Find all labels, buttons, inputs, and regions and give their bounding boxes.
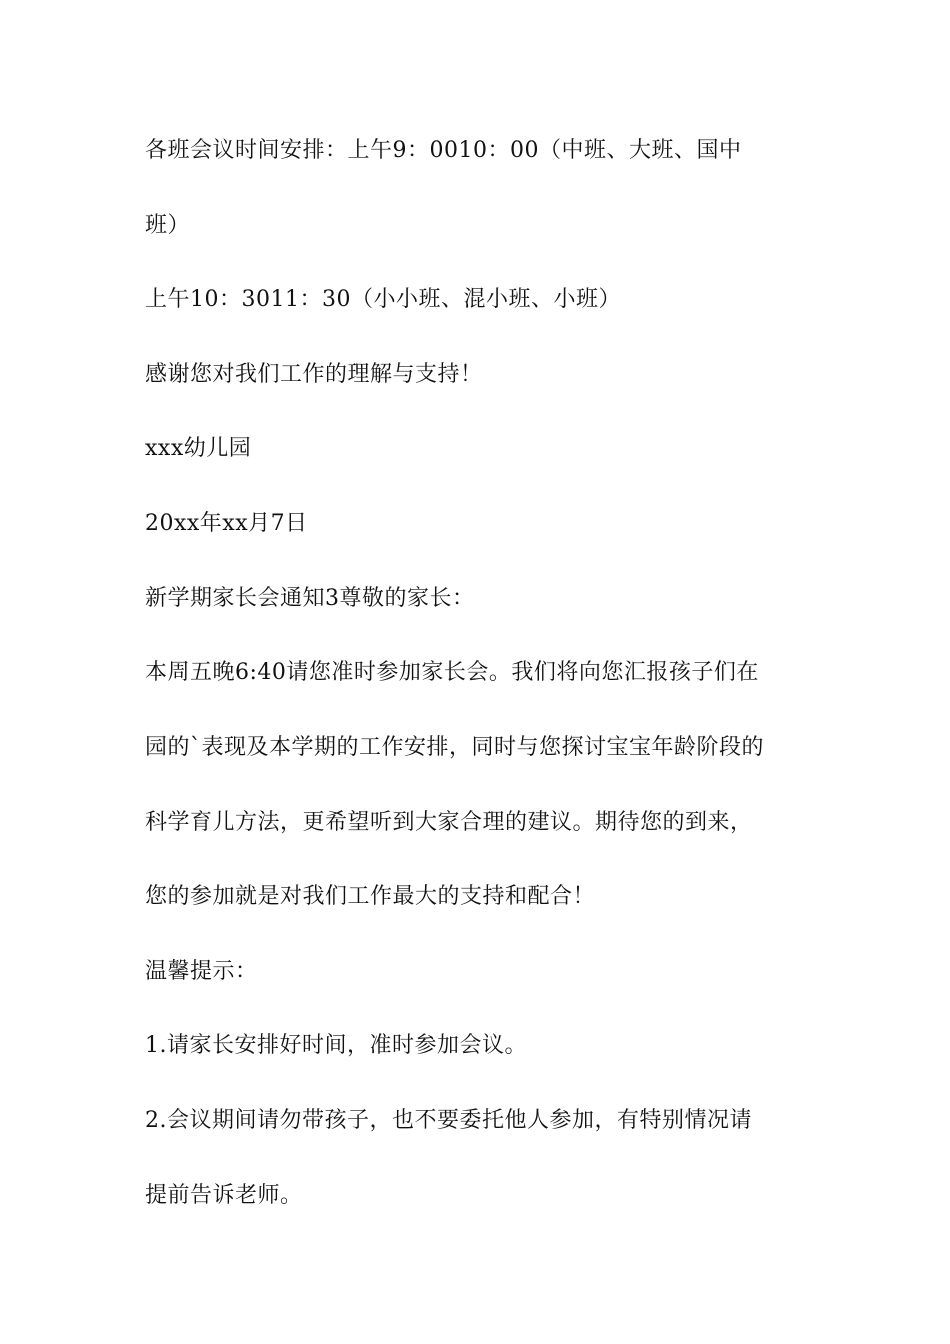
text-line-date: 20xx年xx月7日 bbox=[145, 511, 308, 536]
text-line-kindergarten-name: xxx幼儿园 bbox=[145, 436, 252, 461]
text-line-notice-heading: 新学期家长会通知3尊敬的家长： bbox=[145, 586, 475, 611]
text-line-paragraph-4: 您的参加就是对我们工作最大的支持和配合！ bbox=[145, 884, 596, 909]
text-line-class-schedule-3: 上午10：3011：30（小小班、混小班、小班） bbox=[145, 287, 621, 312]
text-line-paragraph-3: 科学育儿方法，更希望听到大家合理的建议。期待您的到来， bbox=[145, 810, 753, 835]
text-line-class-schedule-2: 班） bbox=[145, 213, 191, 238]
text-line-tip-2b: 提前告诉老师。 bbox=[145, 1183, 303, 1208]
text-line-tip-1: 1.请家长安排好时间，准时参加会议。 bbox=[145, 1033, 527, 1058]
text-line-paragraph-2: 园的`表现及本学期的工作安排，同时与您探讨宝宝年龄阶段的 bbox=[145, 735, 765, 760]
text-line-paragraph-1: 本周五晚6:40请您准时参加家长会。我们将向您汇报孩子们在 bbox=[145, 660, 759, 685]
text-line-tip-2a: 2.会议期间请勿带孩子，也不要委托他人参加，有特别情况请 bbox=[145, 1108, 752, 1133]
text-line-class-schedule-1: 各班会议时间安排：上午9：0010：00（中班、大班、国中 bbox=[145, 138, 742, 163]
text-line-thanks: 感谢您对我们工作的理解与支持！ bbox=[145, 362, 483, 387]
text-line-tips-heading: 温馨提示： bbox=[145, 959, 258, 984]
